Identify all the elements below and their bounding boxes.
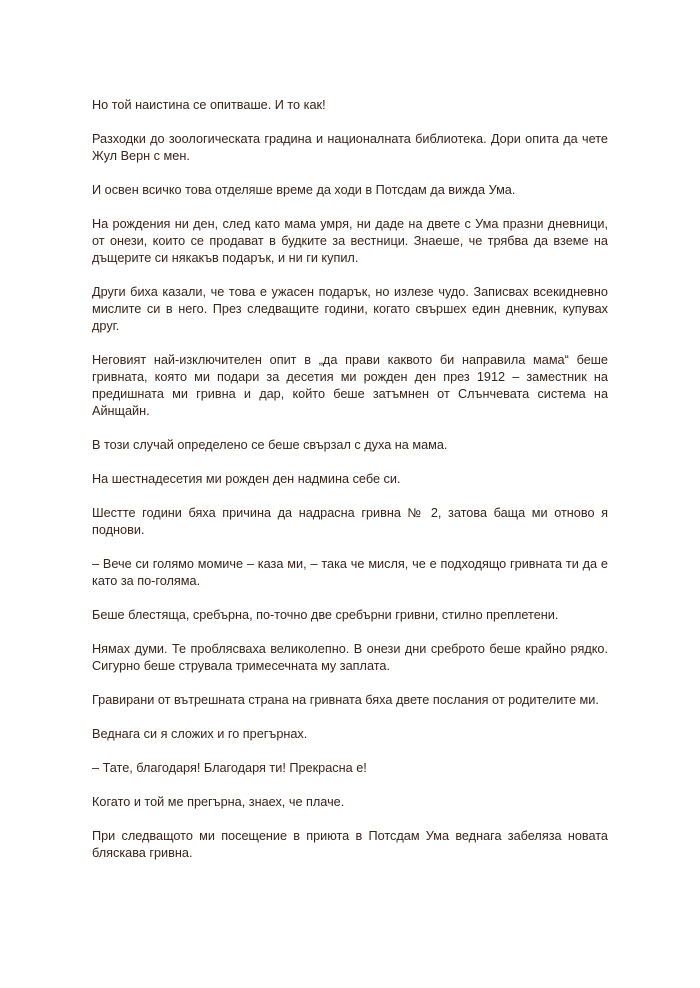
paragraph-7: В този случай определено се беше свързал с духа на мама. xyxy=(92,438,448,452)
paragraph-2: Разходки до зоологическата градина и националната библиотека. Дори опита да чете Жул Верн с мен. xyxy=(92,132,608,163)
document-page xyxy=(92,97,608,862)
paragraph-12: Нямах думи. Те проблясваха великолепно. В онези дни среброто беше крайно рядко. Сигурно беше струвала тримесечната му заплата. xyxy=(92,642,608,673)
paragraph-6: Неговият най-изключителен опит в „да прави каквото би направила мама“ беше гривната, която ми подари за десетия ми рожден ден през 1912 – заместник на предишната ми гривна и дар, който беше затъмнен от Слънчевата система на Айнщайн. xyxy=(92,353,608,418)
paragraph-5: Други биха казали, че това е ужасен подарък, но излезе чудо. Записвах всекидневно мислите си в него. През следващите години, когато свършех един дневник, купувах друг. xyxy=(92,285,608,333)
paragraph-16: Когато и той ме прегърна, знаех, че плаче. xyxy=(92,795,345,809)
paragraph-17: При следващото ми посещение в приюта в Потсдам Ума веднага забеляза новата бляскава гривна. xyxy=(92,829,608,860)
paragraph-9: Шестте години бяха причина да надрасна гривна № 2, затова баща ми отново я поднови. xyxy=(92,506,608,537)
paragraph-11: Беше блестяща, сребърна, по-точно две сребърни гривни, стилно преплетени. xyxy=(92,608,559,622)
paragraph-4: На рождения ни ден, след като мама умря, ни даде на двете с Ума празни дневници, от онези, които се продават в будките за вестници. Знаеше, че трябва да вземе на дъщерите си някакъв подарък, и ни ги купил. xyxy=(92,217,608,265)
paragraph-10: – Вече си голямо момиче – каза ми, – така че мисля, че е подходящо гривната ти да е като за по-голяма. xyxy=(92,557,608,588)
paragraph-15: – Тате, благодаря! Благодаря ти! Прекрасна е! xyxy=(92,761,367,775)
paragraph-1: Но той наистина се опитваше. И то как! xyxy=(92,98,326,112)
paragraph-3: И освен всичко това отделяше време да ходи в Потсдам да вижда Ума. xyxy=(92,183,516,197)
paragraph-8: На шестнадесетия ми рожден ден надмина себе си. xyxy=(92,472,401,486)
paragraph-13: Гравирани от вътрешната страна на гривната бяха двете послания от родителите ми. xyxy=(92,693,599,707)
paragraph-14: Веднага си я сложих и го прегърнах. xyxy=(92,727,308,741)
